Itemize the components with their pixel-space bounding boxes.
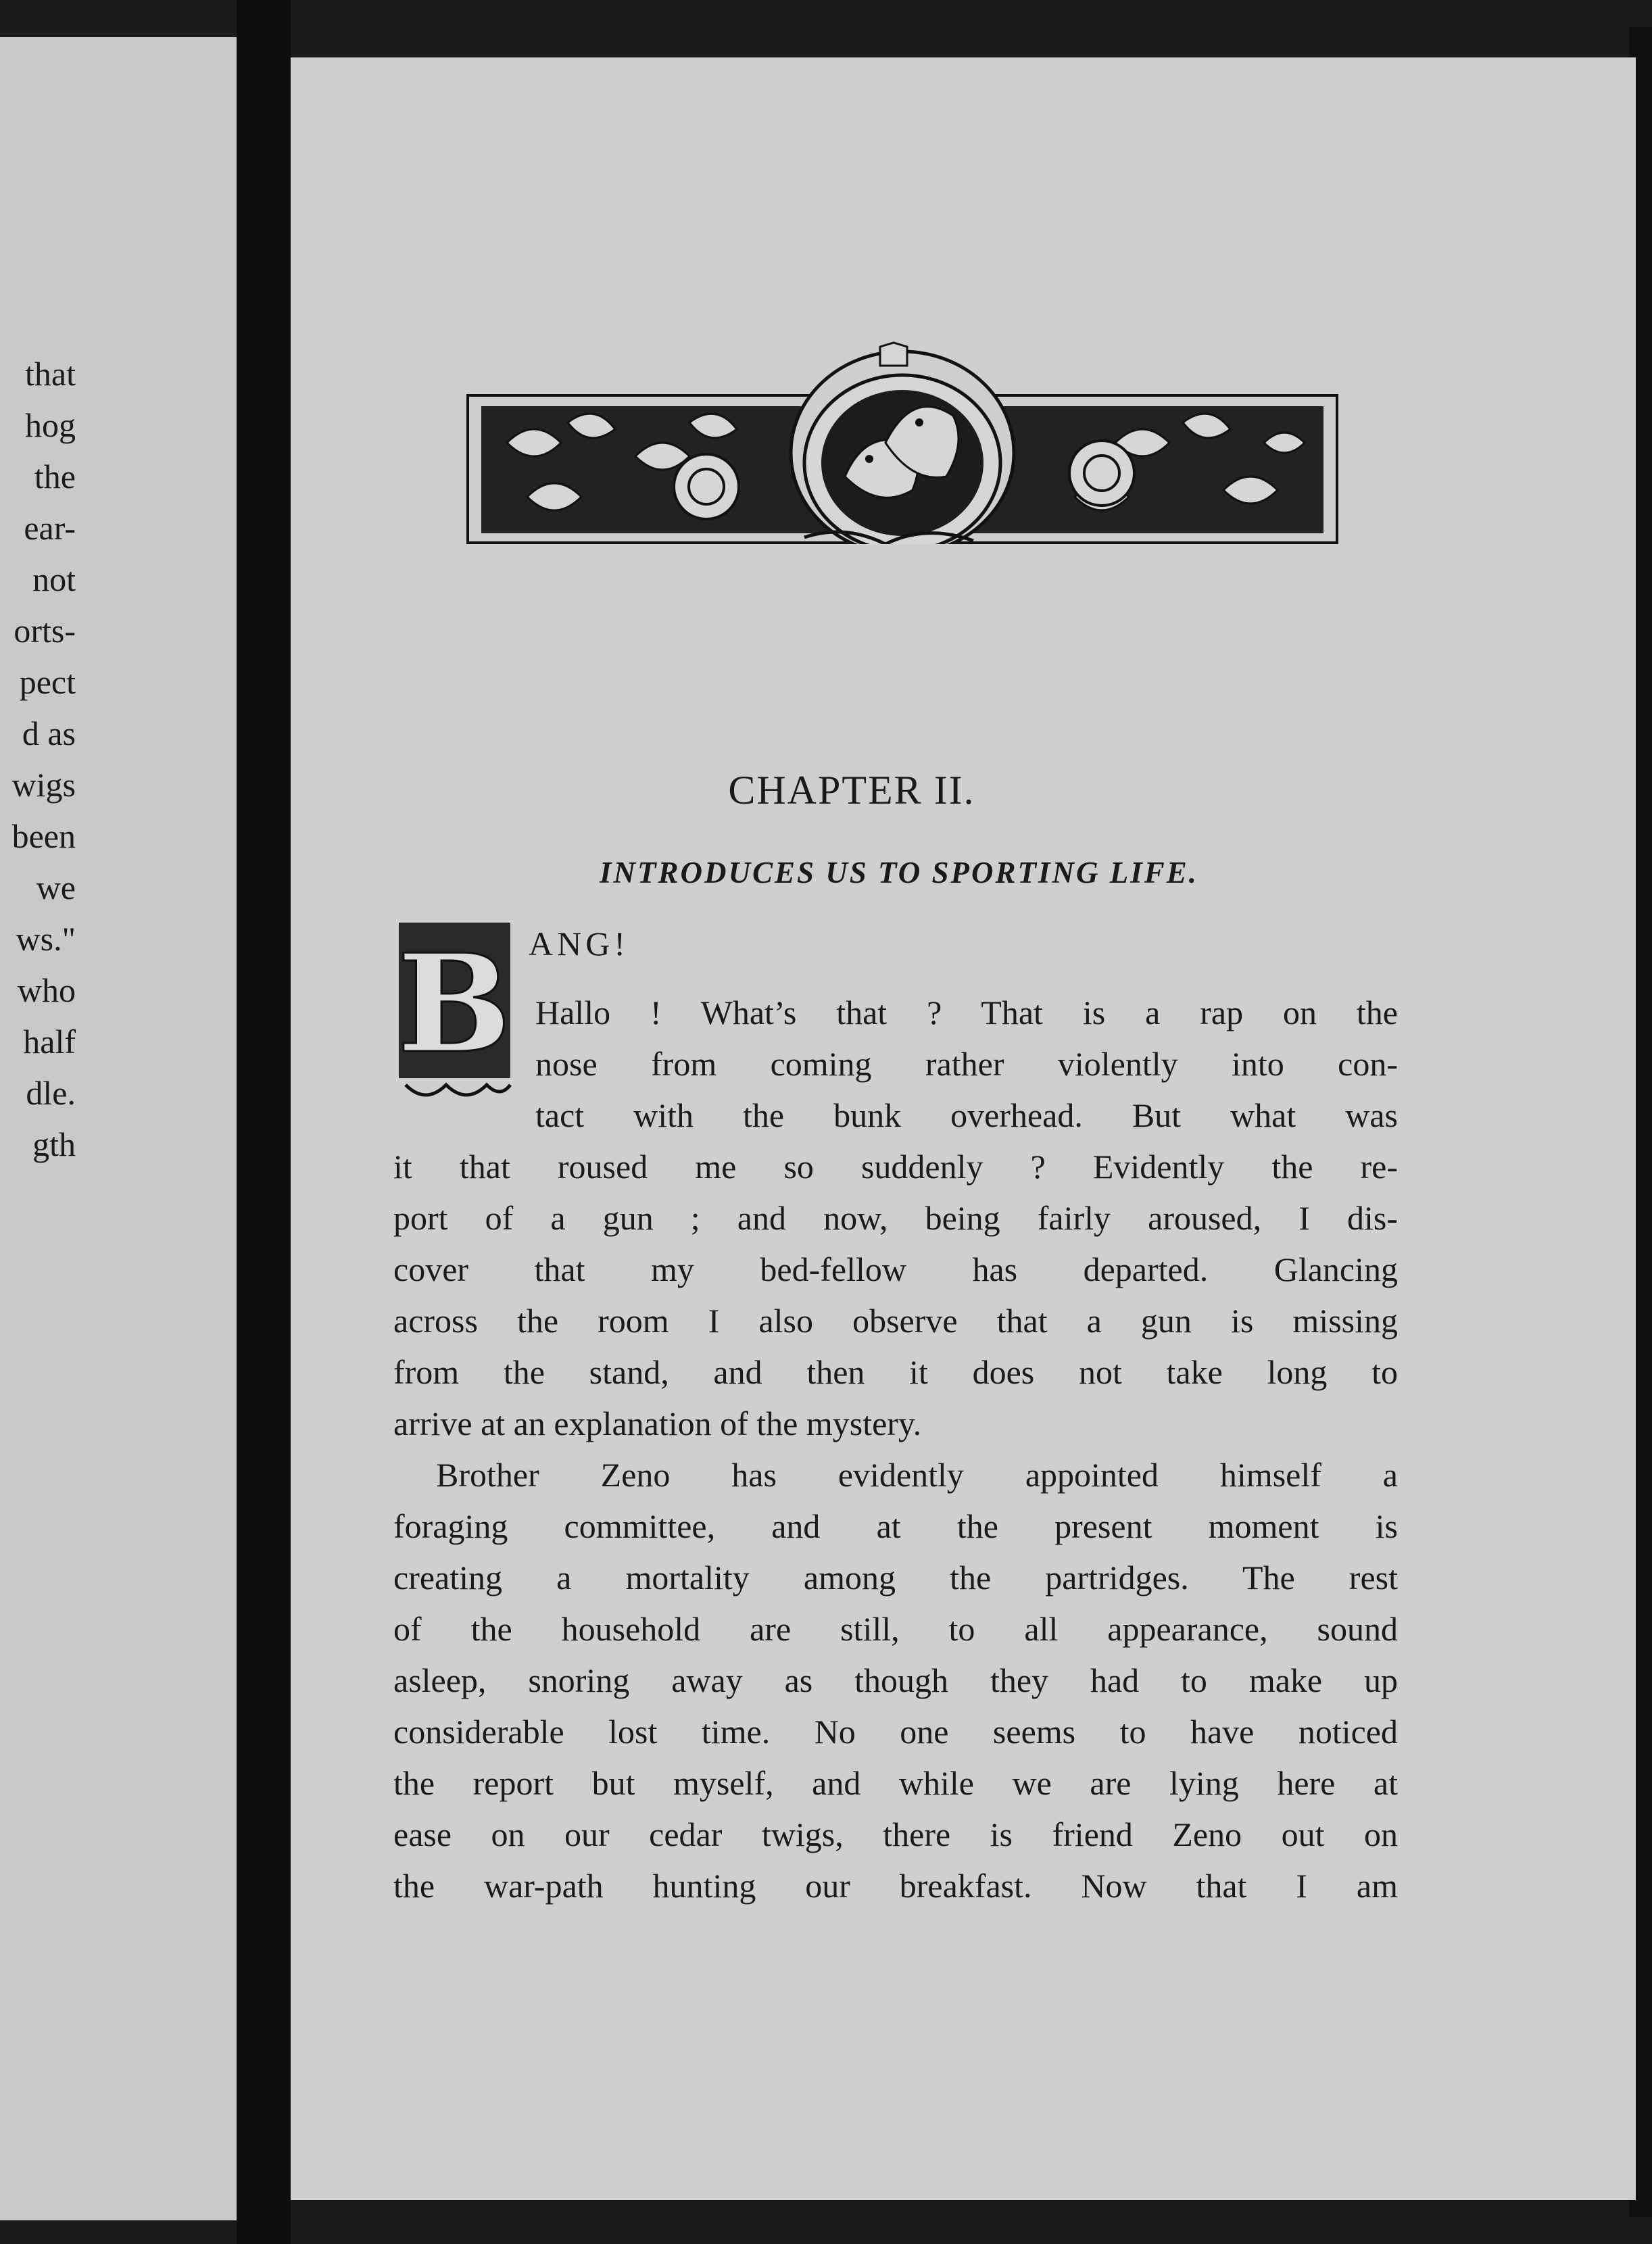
drop-cap — [392, 916, 517, 1108]
drop-cap-letter: B — [397, 925, 512, 1083]
left-fragment: ear- — [24, 509, 76, 547]
text-line: the war-path hunting our breakfast. Now that I am — [393, 1867, 1398, 1905]
left-fragment: we — [36, 869, 76, 906]
text-line: it that roused me so suddenly ? Evidently the re- — [393, 1148, 1398, 1186]
left-fragment: hog — [25, 406, 76, 444]
ornamental-headpiece — [466, 341, 1338, 544]
drop-cap-rest: ANG! — [529, 925, 629, 962]
left-page-text — [0, 0, 237, 2244]
book-gutter — [237, 0, 291, 2244]
left-fragment: half — [23, 1023, 76, 1060]
left-fragment: dle. — [26, 1074, 76, 1112]
text-line: creating a mortality among the partridges. The rest — [393, 1559, 1398, 1596]
text-line: cover that my bed-fellow has departed. Glancing — [393, 1250, 1398, 1288]
text-line: Brother Zeno has evidently appointed himself a — [436, 1456, 1398, 1494]
left-fragment: pect — [19, 663, 76, 701]
text-line: ease on our cedar twigs, there is friend Zeno out on — [393, 1815, 1398, 1853]
text-line: nose from coming rather violently into con- — [535, 1045, 1398, 1083]
text-line: the report but myself, and while we are lying here at — [393, 1764, 1398, 1802]
right-page — [291, 57, 1636, 2200]
text-line: across the room I also observe that a gun is missing — [393, 1302, 1398, 1340]
left-fragment: been — [11, 817, 76, 855]
chapter-subtitle: INTRODUCES US TO SPORTING LIFE. — [599, 856, 1199, 889]
text-line: of the household are still, to all appearance, sound — [393, 1610, 1398, 1648]
left-fragment: the — [34, 458, 76, 495]
text-line: arrive at an explanation of the mystery. — [393, 1405, 922, 1442]
chapter-title: CHAPTER II. — [728, 768, 975, 812]
left-fragment: not — [32, 560, 76, 598]
left-fragment: wigs — [11, 766, 76, 804]
text-line: Hallo ! What’s that ? That is a rap on the — [535, 994, 1398, 1031]
left-fragment: orts- — [14, 612, 76, 650]
left-fragment: who — [17, 971, 76, 1009]
left-fragment: that — [25, 355, 76, 393]
text-line: considerable lost time. No one seems to have noticed — [393, 1713, 1398, 1751]
text-line: from the stand, and then it does not take long to — [393, 1353, 1398, 1391]
left-fragment: gth — [32, 1125, 76, 1163]
left-fragment: ws." — [16, 920, 76, 958]
drop-cap-ornament-icon — [392, 916, 517, 1108]
text-line: port of a gun ; and now, being fairly aroused, I dis- — [393, 1199, 1398, 1237]
left-fragment: d as — [22, 714, 76, 752]
text-line: foraging committee, and at the present moment is — [393, 1507, 1398, 1545]
text-line: asleep, snoring away as though they had to make up — [393, 1661, 1398, 1699]
text-line: tact with the bunk overhead. But what was — [535, 1096, 1398, 1134]
